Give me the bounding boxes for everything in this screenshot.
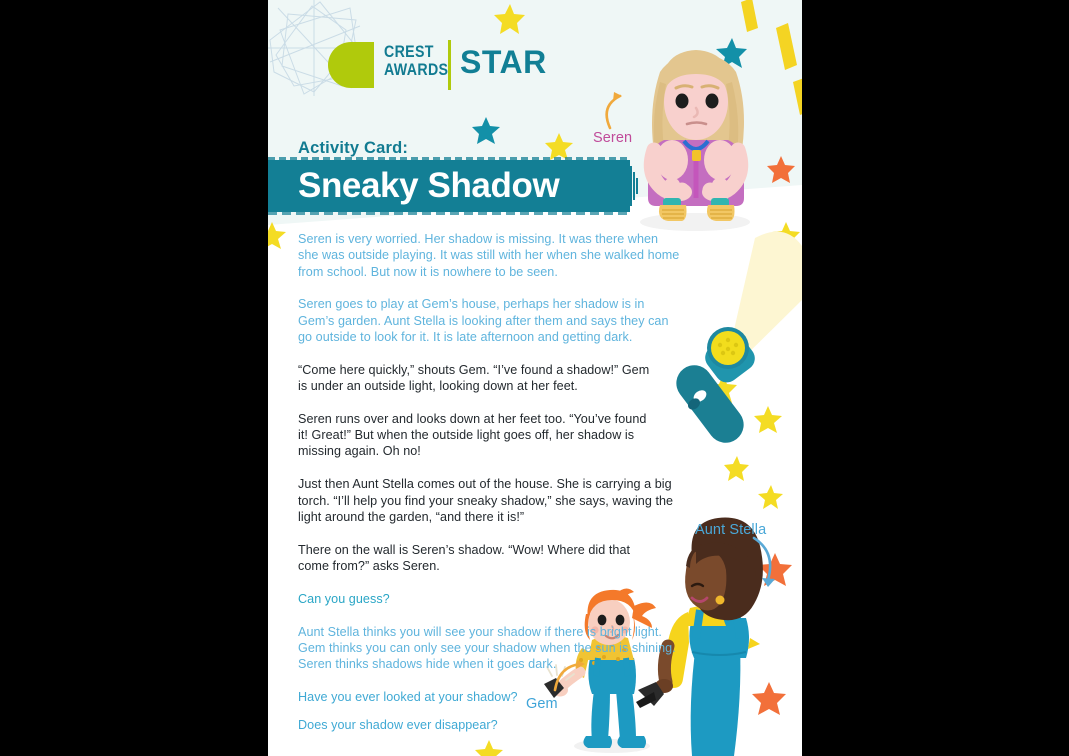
activity-card-page xyxy=(268,0,802,756)
story-paragraph: “Come here quickly,” shouts Gem. “I’ve found a shadow!” Gem is under an outside light, looking down at her feet. xyxy=(298,362,650,394)
confetti-streaks xyxy=(741,0,802,115)
awards-word: AWARDS xyxy=(384,60,449,79)
guess-prompt: Can you guess? xyxy=(298,591,390,606)
question-prompt: Have you ever looked at your shadow? xyxy=(298,689,518,704)
title-band-bottom-texture xyxy=(268,210,630,215)
story-text-column xyxy=(298,231,682,746)
character-label-aunt-stella: Aunt Stella xyxy=(695,522,767,538)
story-paragraph: Seren runs over and looks down at her feet too. “You’ve found it! Great!” But when the outside light goes off, her shadow is missing again. Oh no! xyxy=(298,411,647,459)
question-prompt: Does your shadow ever disappear? xyxy=(298,718,498,733)
title-band-brush-end xyxy=(623,160,639,212)
logo-divider xyxy=(448,40,451,90)
story-paragraph: Seren goes to play at Gem’s house, perhaps her shadow is in Gem’s garden. Aunt Stella is looking after them and says they can go outside to look for it. It is late afternoon and getting dark. xyxy=(298,297,669,344)
aunt-stella-arrowhead-icon xyxy=(762,578,775,587)
seren-arrowhead-icon xyxy=(613,92,622,101)
story-paragraph: There on the wall is Seren’s shadow. “Wow! Where did that come from?” asks Seren. xyxy=(298,542,631,573)
character-label-seren: Seren xyxy=(593,130,633,146)
story-paragraph: Just then Aunt Stella comes out of the house. She is carrying a big torch. “I’ll help you find your sneaky shadow,” she says, waving the light around the garden, “and there it is!” xyxy=(298,477,674,524)
character-seren-illustration xyxy=(640,50,750,231)
torch-illustration xyxy=(669,232,802,450)
crest-word: CREST xyxy=(384,43,434,61)
star-wordmark: STAR xyxy=(460,44,547,80)
crest-awards-wordmark xyxy=(384,44,448,79)
activity-card-label: Activity Card: xyxy=(298,139,409,157)
story-paragraph: Seren is very worried. Her shadow is missing. It was there when she was outside playing. It was still with her when she walked home from school. But now it is nowhere to be seen. xyxy=(298,232,680,279)
story-paragraph: Aunt Stella thinks you will see your shadow if there is bright light. Gem thinks you can only see your shadow when the sun is shining. Seren thinks shadows hide when it goes dark. xyxy=(298,624,676,672)
character-label-gem: Gem xyxy=(526,696,558,712)
page-title: Sneaky Shadow xyxy=(298,166,560,205)
crest-awards-star-logo xyxy=(298,32,547,98)
crest-pac-shape-icon xyxy=(328,42,374,88)
